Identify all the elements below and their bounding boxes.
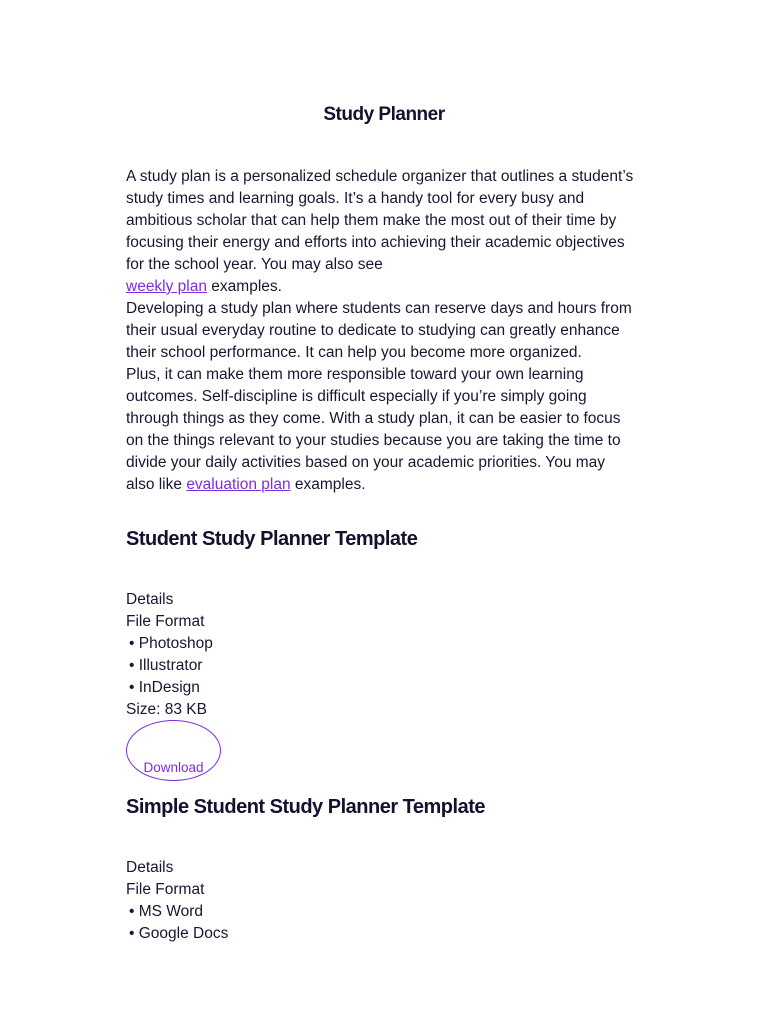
download-button-label: Download	[143, 760, 204, 775]
template-heading-1: Student Study Planner Template	[126, 528, 418, 550]
evaluation-plan-link[interactable]: evaluation plan	[186, 476, 291, 493]
intro-paragraph-2: Developing a study plan where students can reserve days and hours from their usual everyday routine to dedicate to studying can greatly enhance their school performance. It can help you become more organized.	[126, 300, 632, 361]
intro-paragraph-3-text: Plus, it can make them more responsible toward your own learning outcomes. Self-discipline is difficult especially if you’re simply going through things as they come. With a study plan, it can be easier to focus on the things relevant to your studies because you are taking the time to divide your daily activities based on your academic priorities. You may also like	[126, 366, 621, 493]
weekly-plan-link[interactable]: weekly plan	[126, 278, 207, 295]
template-details-1	[126, 589, 213, 721]
intro-paragraph-3	[126, 364, 636, 496]
template-details-2	[126, 857, 228, 945]
intro-paragraph-1	[126, 166, 636, 298]
details-label: Details	[126, 591, 174, 608]
intro-paragraph-3-after: examples.	[290, 476, 366, 493]
intro-paragraph-1-text: A study plan is a personalized schedule organizer that outlines a student’s study times and learning goals. It’s a handy tool for every busy and ambitious scholar that can help them make the most out of their time by focusing their energy and efforts into achieving their academic objectives for the school year. You may also see	[126, 168, 634, 273]
details-label: Details	[126, 859, 174, 876]
file-size: Size: 83 KB	[126, 701, 207, 718]
article-body	[126, 166, 636, 496]
format-item: • Illustrator	[129, 657, 203, 674]
intro-paragraph-1-after: examples.	[207, 278, 282, 295]
format-item: • MS Word	[129, 903, 204, 920]
download-button[interactable]	[126, 720, 221, 781]
file-format-label: File Format	[126, 613, 205, 630]
format-item: • Photoshop	[129, 635, 213, 652]
format-item: • Google Docs	[129, 925, 229, 942]
format-item: • InDesign	[129, 679, 200, 696]
template-heading-2: Simple Student Study Planner Template	[126, 796, 485, 818]
page-title: Study Planner	[323, 104, 445, 125]
file-format-label: File Format	[126, 881, 205, 898]
